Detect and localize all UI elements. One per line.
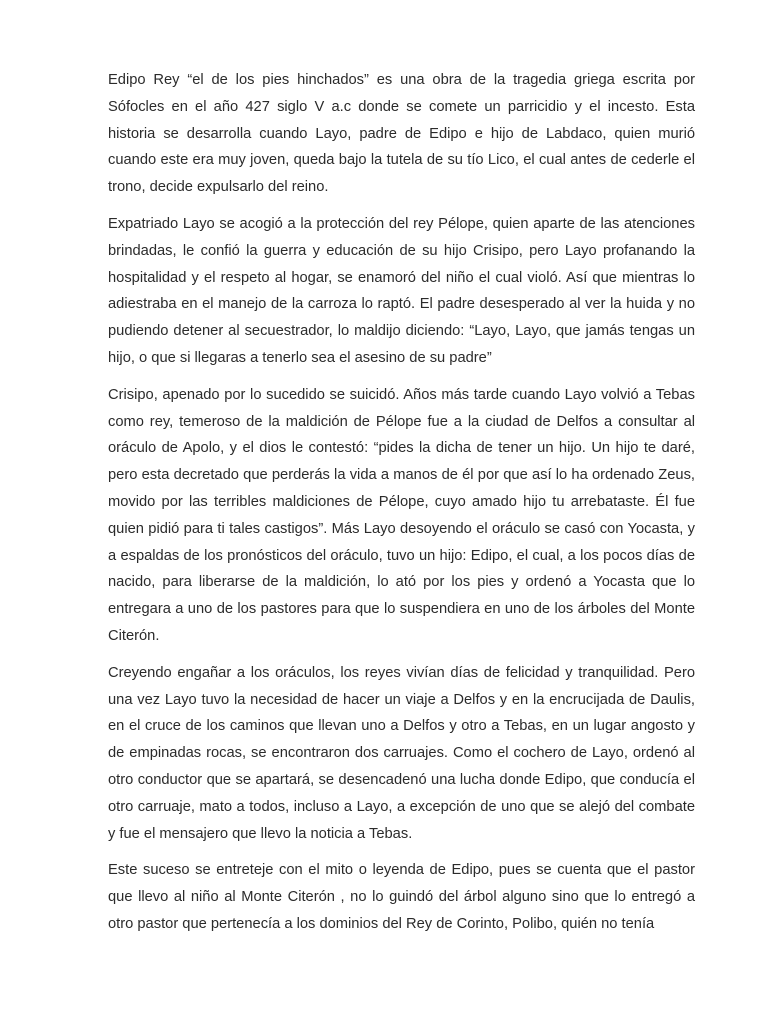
paragraph-5: Este suceso se entreteje con el mito o leyenda de Edipo, pues se cuenta que el pastor que llevo al niño al Monte Citerón , no lo guindó del árbol alguno sino que lo entregó a otro pastor que pertenecía a los dominios del Rey de Corinto, Polibo, quién no tenía (108, 862, 695, 932)
paragraph-4: Creyendo engañar a los oráculos, los reyes vivían días de felicidad y tranquilidad. Pero una vez Layo tuvo la necesidad de hacer un viaje a Delfos y en la encrucijada de Daulis, en el cruce de los caminos que llevan uno a Delfos y otro a Tebas, en un lugar angosto y de empinadas rocas, se encontraron dos carruajes. Como el cochero de Layo, ordenó al otro conductor que se apartará, se desencadenó una lucha donde Edipo, que conducía el otro carruaje, mato a todos, incluso a Layo, a excepción de uno que se alejó del combate y fue el mensajero que llevo la noticia a Tebas. (108, 664, 695, 842)
document-body (108, 67, 695, 948)
paragraph-1: Edipo Rey “el de los pies hinchados” es una obra de la tragedia griega escrita por Sófocles en el año 427 siglo V a.c donde se comete un parricidio y el incesto. Esta historia se desarrolla cuando Layo, padre de Edipo e hijo de Labdaco, quien murió cuando este era muy joven, queda bajo la tutela de su tío Lico, el cual antes de cederle el trono, decide expulsarlo del reino. (108, 72, 695, 196)
paragraph-3: Crisipo, apenado por lo sucedido se suicidó. Años más tarde cuando Layo volvió a Tebas como rey, temeroso de la maldición de Pélope fue a la ciudad de Delfos a consultar al oráculo de Apolo, y el dios le contestó: “pides la dicha de tener un hijo. Un hijo te daré, pero esta decretado que perderás la vida a manos de él por que así lo ha ordenado Zeus, movido por las terribles maldiciones de Pélope, cuyo amado hijo tu arrebataste. Él fue quien pidió para ti tales castigos”. Más Layo desoyendo el oráculo se casó con Yocasta, y a espaldas de los pronósticos del oráculo, tuvo un hijo: Edipo, el cual, a los pocos días de nacido, para liberarse de la maldición, lo ató por los pies y ordenó a Yocasta que lo entregara a uno de los pastores para que lo suspendiera en uno de los árboles del Monte Citerón. (108, 386, 695, 644)
paragraph-2: Expatriado Layo se acogió a la protección del rey Pélope, quien aparte de las atenciones brindadas, le confió la guerra y educación de su hijo Crisipo, pero Layo profanando la hospitalidad y el respeto al hogar, se enamoró del niño el cual violó. Así que mientras lo adiestraba en el manejo de la carroza lo raptó. El padre desesperado al ver la huida y no pudiendo detener al secuestrador, lo maldijo diciendo: “Layo, Layo, que jamás tengas un hijo, o que si llegaras a tenerlo sea el asesino de su padre” (108, 215, 695, 366)
